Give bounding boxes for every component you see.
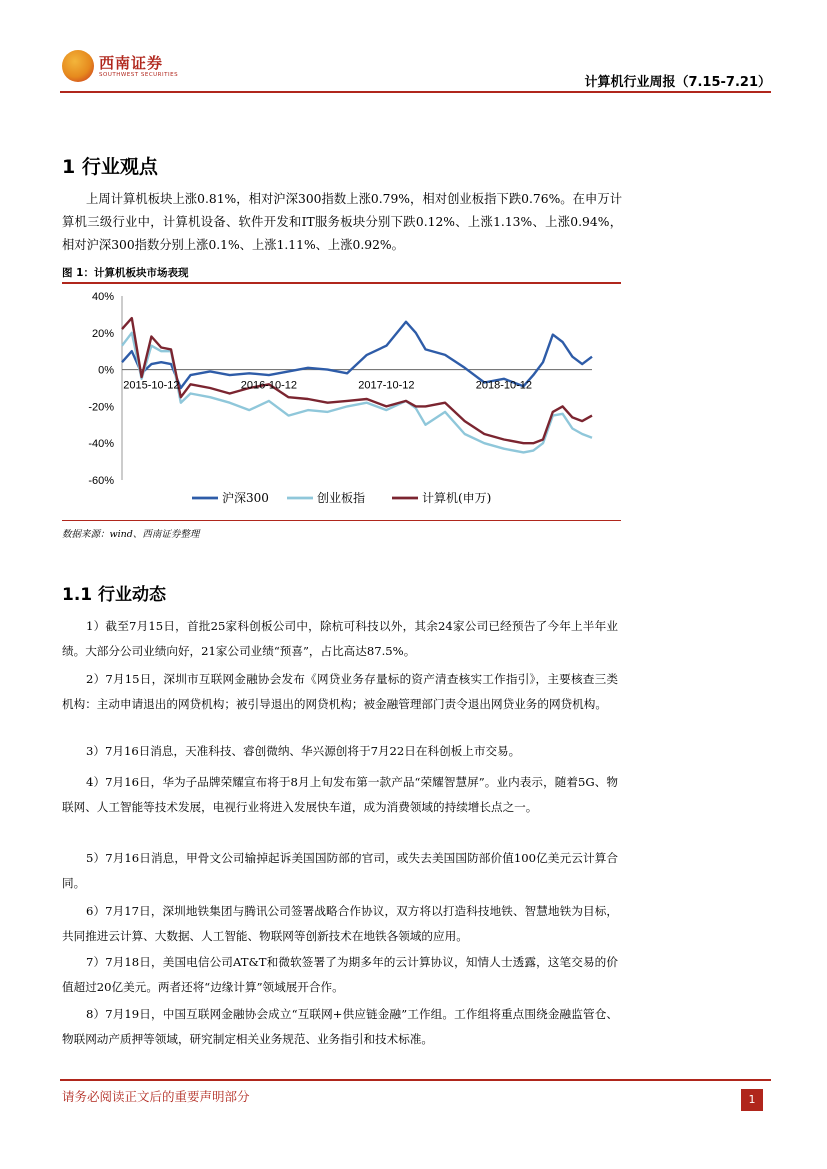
company-logo [62,50,182,86]
news-item: 2）7月15日，深圳市互联网金融协会发布《网贷业务存量标的资产清查核实工作指引》，主要核查三类机构：主动申请退出的网贷机构；被引导退出的网贷机构；被金融管理部门责令退出网贷业务的网贷机构。 [62,672,618,711]
y-tick-label: 40% [91,291,114,303]
y-tick-label: -40% [88,438,114,451]
news-item: 8）7月19日，中国互联网金融协会成立“互联网+供应链金融”工作组。工作组将重点围绕金融监管仓、物联网动产质押等领域，研究制定相关业务规范、业务指引和技术标准。 [62,1007,618,1046]
market-performance-chart [62,284,621,519]
legend-label: 沪深300 [222,491,269,505]
series-line [122,333,592,453]
figure-caption: 图 1：计算机板块市场表现 [62,267,189,279]
header-divider [60,91,771,93]
logo-emblem-icon [62,50,94,82]
y-tick-label: 20% [91,327,114,340]
x-tick-label: 2016-10-12 [240,379,298,392]
section-paragraph: 上周计算机板块上涨0.81%，相对沪深300指数上涨0.79%，相对创业板指下跌0.76%。在申万计算机三级行业中，计算机设备、软件开发和IT服务板块分别下跌0.12%、上涨1.13%、上涨0.94%，相对沪深300指数分别上涨0.1%、上涨1.11%、上涨0.92%。 [62,192,622,252]
y-tick-label: -20% [88,401,114,414]
logo-text-en: SOUTHWEST SECURITIES [99,72,179,78]
figure-source: 数据来源：wind、西南证券整理 [62,529,200,540]
disclaimer-note: 请务必阅读正文后的重要声明部分 [62,1089,250,1104]
page-number: 1 [741,1089,763,1111]
series-line [122,322,592,388]
section-heading: 1 行业观点 [62,156,158,178]
x-tick-label: 2018-10-12 [475,379,533,392]
footer-divider [60,1079,771,1081]
figure-bottom-rule [62,520,621,521]
y-tick-label: -60% [88,475,114,487]
news-item: 3）7月16日消息，天准科技、睿创微纳、华兴源创将于7月22日在科创板上市交易。 [86,744,521,758]
report-title: 计算机行业周报（7.15-7.21） [584,75,771,90]
subsection-heading: 1.1 行业动态 [62,585,167,605]
y-tick-label: 0% [98,364,114,377]
news-item: 1）截至7月15日，首批25家科创板公司中，除杭可科技以外，其余24家公司已经预告了今年上半年业绩。大部分公司业绩向好，21家公司业绩“预喜”，占比高达87.5%。 [62,619,618,658]
news-item: 4）7月16日，华为子品牌荣耀宣布将于8月上旬发布第一款产品“荣耀智慧屏”。业内表示，随着5G、物联网、人工智能等技术发展，电视行业将进入发展快车道，成为消费领域的持续增长点之一。 [62,775,618,814]
x-tick-label: 2017-10-12 [358,379,415,392]
news-item: 7）7月18日，美国电信公司AT&T和微软签署了为期多年的云计算协议，知情人士透露，这笔交易的价值超过20亿美元。两者还将“边缘计算”领域展开合作。 [62,955,618,994]
legend-label: 创业板指 [317,491,366,505]
logo-text-cn: 西南证券 [99,54,164,72]
x-tick-label: 2015-10-12 [123,379,180,392]
news-item: 6）7月17日，深圳地铁集团与腾讯公司签署战略合作协议，双方将以打造科技地铁、智慧地铁为目标，共同推进云计算、大数据、人工智能、物联网等创新技术在地铁各领域的应用。 [62,904,618,943]
news-item: 5）7月16日消息，甲骨文公司输掉起诉美国国防部的官司，或失去美国国防部价值100亿美元云计算合同。 [62,851,618,890]
legend-label: 计算机(申万) [422,491,492,505]
